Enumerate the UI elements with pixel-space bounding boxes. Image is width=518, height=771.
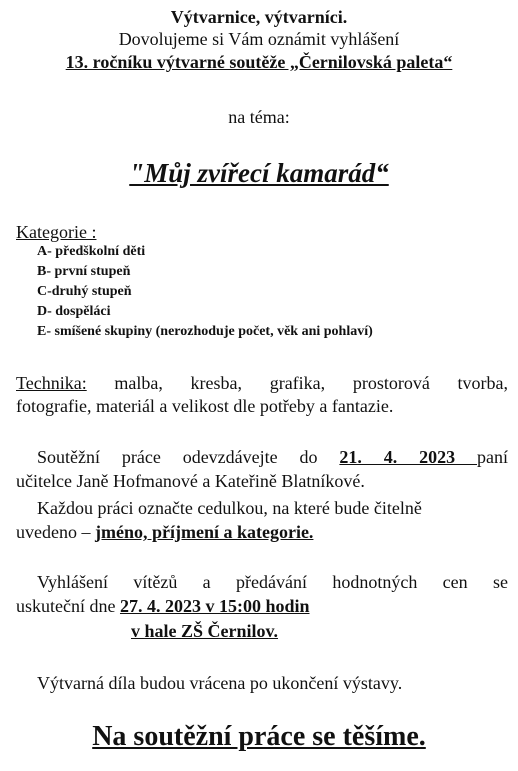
submission-line-2: učitelce Janě Hofmanové a Kateřině Blatníkové. — [16, 471, 365, 491]
submission-deadline: 21. 4. 2023 — [339, 447, 478, 467]
submission-line-4 — [16, 521, 508, 543]
theme-title: "Můj zvířecí kamarád“ — [129, 158, 389, 188]
category-item: D- dospěláci — [37, 304, 111, 319]
category-item: A- předškolní děti — [37, 244, 146, 259]
category-item: E- smíšené skupiny (nerozhoduje počet, věk ani pohlaví) — [37, 324, 373, 339]
return-note: Výtvarná díla budou vrácena po ukončení výstavy. — [37, 673, 403, 693]
announcement-line-2 — [16, 595, 508, 617]
technique-text: malba, kresba, grafika, prostorová tvorba, — [86, 373, 508, 393]
submission-required-info: jméno, příjmení a kategorie. — [94, 522, 314, 542]
submission-line-1 — [37, 446, 508, 468]
greeting: Výtvarnice, výtvarníci. — [170, 7, 348, 27]
announcement-text: uskuteční dne — [16, 596, 120, 616]
closing-line: Na soutěžní práce se těšíme. — [92, 721, 426, 752]
categories-label: Kategorie : — [16, 222, 97, 242]
category-item: C-druhý stupeň — [37, 284, 132, 299]
competition-title: 13. ročníku výtvarné soutěže „Černilovská paleta“ — [65, 52, 453, 72]
technique-line-2: fotografie, materiál a velikost dle potřeby a fantazie. — [16, 396, 394, 416]
technique-line-1 — [16, 372, 508, 394]
submission-line-3: Každou práci označte cedulkou, na které bude čitelně — [37, 498, 422, 518]
technique-label: Technika: — [16, 373, 87, 393]
submission-text: paní — [477, 447, 509, 467]
intro-text: Dovolujeme si Vám oznámit vyhlášení — [118, 29, 400, 49]
submission-text: Soutěžní práce odevzdávejte do — [37, 447, 340, 467]
theme-lead: na téma: — [228, 107, 290, 127]
announcement-line-1: Vyhlášení vítězů a předávání hodnotných cen se — [37, 572, 508, 592]
announcement-location: v hale ZŠ Černilov. — [131, 621, 279, 641]
announcement-datetime: 27. 4. 2023 v 15:00 hodin — [119, 596, 310, 616]
category-item: B- první stupeň — [37, 264, 131, 279]
submission-text: uvedeno – — [16, 522, 95, 542]
